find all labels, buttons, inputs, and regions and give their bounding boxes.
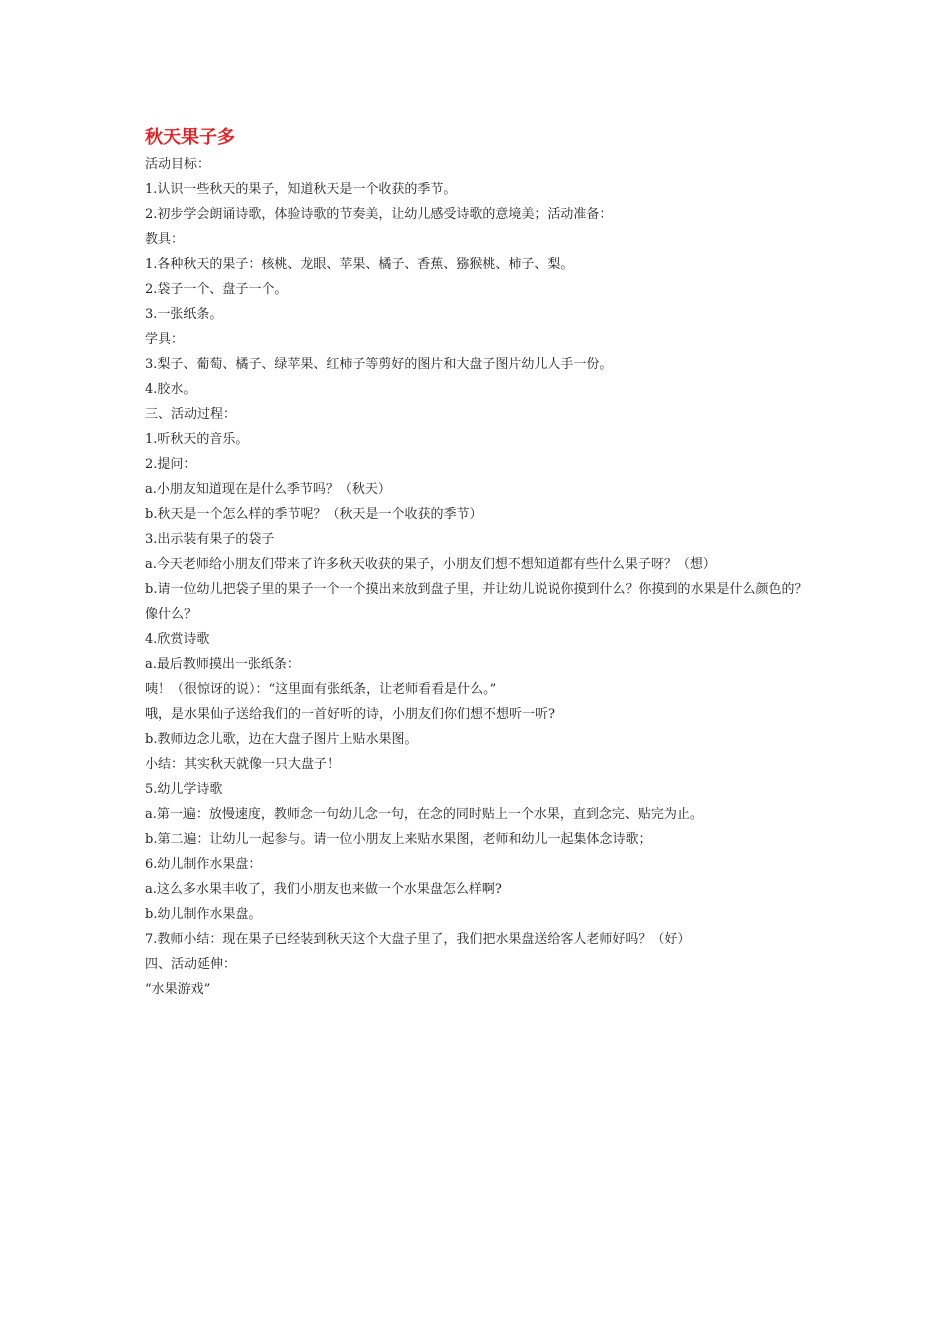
process-step: 1.听秋天的音乐。 [145, 432, 249, 447]
process-substep: a.这么多水果丰收了，我们小朋友也来做一个水果盘怎么样啊? [145, 882, 502, 897]
section-heading-extension: 四、活动延伸： [145, 957, 237, 972]
process-step: 6.幼儿制作水果盘： [145, 857, 262, 872]
teaching-aid-item: 2.袋子一个、盘子一个。 [145, 282, 288, 297]
section-heading-objectives: 活动目标： [145, 157, 211, 172]
dialogue-line: 咦！（很惊讶的说）：“这里面有张纸条，让老师看看是什么。” [145, 682, 497, 697]
section-heading-learning-aids: 学具： [145, 332, 185, 347]
process-substep: b.秋天是一个怎么样的季节呢？（秋天是一个收获的季节） [145, 507, 483, 522]
process-substep: b.第二遍：让幼儿一起参与。请一位小朋友上来贴水果图，老师和幼儿一起集体念诗歌； [145, 832, 652, 847]
dialogue-line: 哦，是水果仙子送给我们的一首好听的诗，小朋友们你们想不想听一听? [145, 707, 555, 722]
process-substep: a.小朋友知道现在是什么季节吗？（秋天） [145, 482, 391, 497]
process-substep: a.今天老师给小朋友们带来了许多秋天收获的果子，小朋友们想不想知道都有些什么果子呀？（想） [145, 557, 716, 572]
process-substep: b.请一位幼儿把袋子里的果子一个一个摸出来放到盘子里，并让幼儿说说你摸到什么？你摸到的水果是什么颜色的？像什么？ [145, 582, 808, 622]
extension-item: “水果游戏” [145, 982, 211, 997]
section-heading-teaching-aids: 教具： [145, 232, 185, 247]
section-heading-process: 三、活动过程： [145, 407, 237, 422]
learning-aid-item: 3.梨子、葡萄、橘子、绿苹果、红柿子等剪好的图片和大盘子图片幼儿人手一份。 [145, 357, 613, 372]
process-step: 7.教师小结：现在果子已经装到秋天这个大盘子里了，我们把水果盘送给客人老师好吗？（好） [145, 932, 691, 947]
page-title: 秋天果子多 [145, 127, 235, 148]
process-substep: b.教师边念儿歌，边在大盘子图片上贴水果图。 [145, 732, 418, 747]
process-step: 5.幼儿学诗歌 [145, 782, 223, 797]
teaching-aid-item: 1.各种秋天的果子：核桃、龙眼、苹果、橘子、香蕉、猕猴桃、柿子、梨。 [145, 257, 574, 272]
learning-aid-item: 4.胶水。 [145, 382, 197, 397]
objective-item: 1.认识一些秋天的果子，知道秋天是一个收获的季节。 [145, 182, 457, 197]
document-body [145, 126, 825, 1002]
teaching-aid-item: 3.一张纸条。 [145, 307, 223, 322]
process-step: 2.提问： [145, 457, 197, 472]
summary-line: 小结：其实秋天就像一只大盘子！ [145, 757, 341, 772]
process-substep: b.幼儿制作水果盘。 [145, 907, 262, 922]
process-step: 4.欣赏诗歌 [145, 632, 210, 647]
objective-item: 2.初步学会朗诵诗歌，体验诗歌的节奏美，让幼儿感受诗歌的意境美；活动准备： [145, 207, 613, 222]
process-step: 3.出示装有果子的袋子 [145, 532, 275, 547]
process-substep: a.第一遍：放慢速度，教师念一句幼儿念一句，在念的同时贴上一个水果，直到念完、贴完为止。 [145, 807, 703, 822]
process-substep: a.最后教师摸出一张纸条： [145, 657, 300, 672]
